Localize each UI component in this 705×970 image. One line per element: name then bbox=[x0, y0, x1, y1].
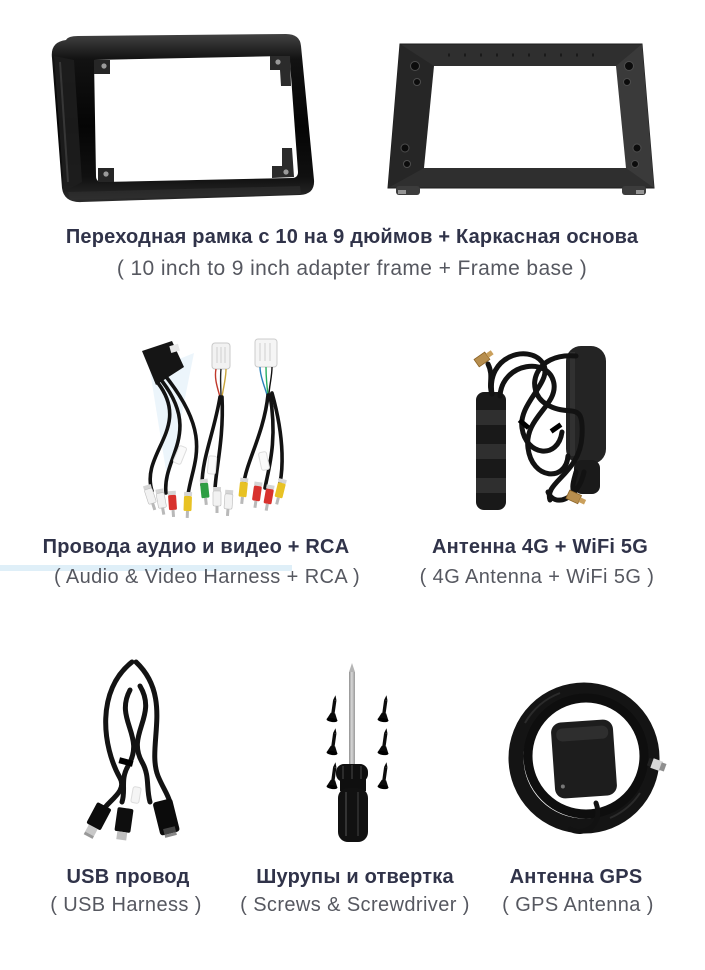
usb-harness-photo bbox=[62, 650, 202, 855]
screws-screwdriver-photo bbox=[298, 660, 428, 850]
av-harness-graphic bbox=[122, 333, 307, 523]
gps-antenna-photo bbox=[500, 663, 690, 853]
gps-caption-en: ( GPS Antenna ) bbox=[502, 894, 654, 916]
adapter-frame-graphic bbox=[38, 32, 333, 207]
screws-caption-ru: Шурупы и отвертка bbox=[256, 866, 454, 888]
adapter-frame-photo bbox=[38, 32, 333, 212]
gps-puck bbox=[550, 719, 617, 799]
rca-caption-en: ( Audio & Video Harness + RCA ) bbox=[53, 566, 361, 588]
antenna4g-caption-en: ( 4G Antenna + WiFi 5G ) bbox=[419, 566, 655, 588]
av-harness-rca-photo bbox=[122, 333, 307, 528]
antenna-4g-wifi-photo bbox=[458, 332, 628, 527]
screws-caption-en: ( Screws & Screwdriver ) bbox=[240, 894, 470, 916]
antenna4g-caption-ru: Антенна 4G + WiFi 5G bbox=[431, 536, 649, 558]
frame-base-photo bbox=[378, 40, 668, 205]
frame-base-graphic bbox=[378, 40, 668, 200]
usb-harness-graphic bbox=[62, 650, 202, 850]
rca-caption-ru: Провода аудио и видео + RCA bbox=[42, 536, 350, 558]
usb-socket bbox=[152, 798, 180, 839]
usb-caption-en: ( USB Harness ) bbox=[50, 894, 202, 916]
frames-caption-ru: Переходная рамка с 10 на 9 дюймов + Каркасная основа bbox=[65, 226, 639, 248]
usb-plug bbox=[113, 807, 133, 841]
screwdriver-graphic bbox=[298, 660, 428, 845]
gps-caption-ru: Антенна GPS bbox=[509, 866, 643, 888]
frames-caption-en: ( 10 inch to 9 inch adapter frame + Frame base ) bbox=[116, 257, 588, 280]
gps-antenna-graphic bbox=[500, 663, 690, 848]
usb-caption-ru: USB провод bbox=[66, 866, 190, 888]
sma-connector bbox=[474, 349, 495, 367]
antenna-4g-graphic bbox=[458, 332, 628, 522]
usb-plug bbox=[81, 802, 112, 840]
